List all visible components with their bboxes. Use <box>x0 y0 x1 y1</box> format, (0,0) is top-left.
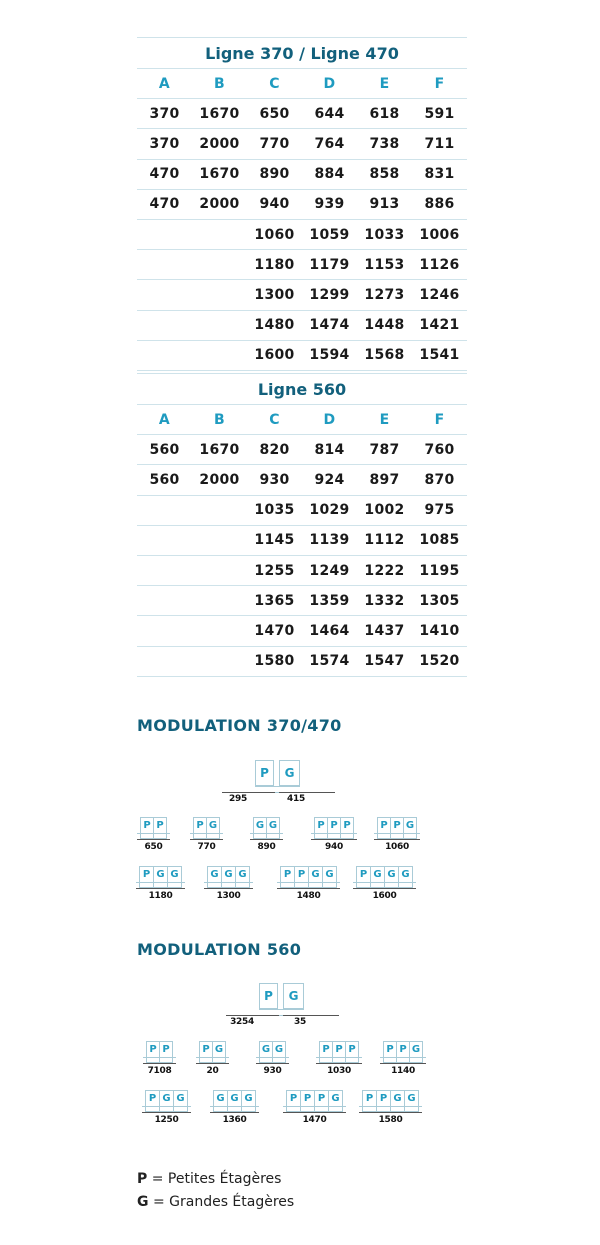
table-cell: 1179 <box>309 256 350 273</box>
column-header-a: A <box>158 411 171 428</box>
dimension-label: 770 <box>197 842 216 852</box>
module-letter: G <box>274 1044 284 1055</box>
module-letter: G <box>176 1093 185 1104</box>
base-line <box>143 1063 176 1064</box>
petite-etagere-module <box>146 1041 160 1063</box>
base-line <box>380 1063 426 1064</box>
petite-etagere-module <box>140 817 154 839</box>
shelf-line <box>190 833 223 834</box>
table-cell: 1580 <box>254 653 295 670</box>
shelf-line <box>210 1106 259 1107</box>
table-row <box>137 434 467 464</box>
grande-etagere-module <box>207 866 222 888</box>
table-cell: 940 <box>259 196 290 213</box>
grande-etagere-module <box>259 1041 273 1063</box>
petite-etagere-module <box>280 866 295 888</box>
base-line <box>316 1063 362 1064</box>
module-letter: G <box>311 869 320 880</box>
dimension-label-left: 3254 <box>230 1017 254 1027</box>
base-line <box>136 888 185 889</box>
shelf-line <box>137 833 170 834</box>
grande-etagere-module <box>370 866 385 888</box>
table-cell: 591 <box>424 105 455 122</box>
shelf-line <box>255 786 300 787</box>
base-line <box>142 1112 191 1113</box>
module-letter: P <box>330 820 338 831</box>
dimension-label: 650 <box>144 842 163 852</box>
table-cell: 913 <box>369 196 400 213</box>
base-line <box>196 1063 229 1064</box>
table-cell: 897 <box>369 471 400 488</box>
module-letter: G <box>210 869 219 880</box>
column-header-c: C <box>269 75 280 92</box>
module-letter: G <box>373 869 382 880</box>
table-cell: 1059 <box>309 226 350 243</box>
base-line <box>226 1015 279 1016</box>
table-cell: 1410 <box>419 622 460 639</box>
shelf-line <box>374 833 420 834</box>
table-row <box>137 219 467 249</box>
dimension-label: 1580 <box>378 1115 403 1125</box>
legend-grandes <box>137 1194 294 1210</box>
module-letter: G <box>288 989 299 1003</box>
table-cell: 1670 <box>199 166 240 183</box>
table-cell: 924 <box>314 471 345 488</box>
petite-etagere-module <box>259 983 278 1009</box>
base-line <box>311 839 357 840</box>
table-cell: 1112 <box>364 532 405 549</box>
table-cell: 370 <box>149 135 180 152</box>
table-cell: 738 <box>369 135 400 152</box>
petite-etagere-module <box>340 817 354 839</box>
shelf-line <box>136 882 185 883</box>
petite-etagere-module <box>327 817 341 839</box>
grande-etagere-module <box>167 866 182 888</box>
module-letter: P <box>322 1044 330 1055</box>
table-cell: 820 <box>259 441 290 458</box>
table-ligne-560 <box>137 373 467 677</box>
column-header-e: E <box>379 411 390 428</box>
module-letter: P <box>260 766 269 780</box>
table-cell: 1421 <box>419 317 460 334</box>
grande-etagere-module <box>283 983 304 1009</box>
base-line <box>222 792 275 793</box>
grande-etagere-module <box>213 1090 228 1112</box>
petite-etagere-module <box>286 1090 301 1112</box>
table-cell: 1006 <box>419 226 460 243</box>
table-cell: 1060 <box>254 226 295 243</box>
module-letter: G <box>170 869 179 880</box>
table-cell: 1464 <box>309 622 350 639</box>
dimension-label: 1600 <box>372 891 397 901</box>
petite-etagere-module <box>332 1041 346 1063</box>
column-header-d: D <box>323 75 336 92</box>
shelf-line <box>196 1057 229 1058</box>
table-cell: 787 <box>369 441 400 458</box>
module-letter: G <box>238 869 247 880</box>
module-letter: G <box>387 869 396 880</box>
module-letter: P <box>148 1093 157 1104</box>
grande-etagere-module <box>153 866 168 888</box>
table-row <box>137 464 467 494</box>
table-cell: 1332 <box>364 592 405 609</box>
table-cell: 1246 <box>419 286 460 303</box>
table-cell: 1600 <box>254 347 295 364</box>
column-header-e: E <box>379 75 390 92</box>
shelf-line <box>143 1057 176 1058</box>
module-letter: G <box>230 1093 239 1104</box>
module-letter: P <box>303 1093 312 1104</box>
table-cell: 764 <box>314 135 345 152</box>
grande-etagere-module <box>328 1090 343 1112</box>
base-line <box>277 888 340 889</box>
module-letter: G <box>407 1093 416 1104</box>
column-header-f: F <box>434 75 445 92</box>
module-letter: P <box>149 1044 157 1055</box>
table-cell: 975 <box>424 502 455 519</box>
module-letter: G <box>411 1044 421 1055</box>
module-letter: G <box>224 869 233 880</box>
table-cell: 1180 <box>254 256 295 273</box>
table-cell: 650 <box>259 105 290 122</box>
module-letter: P <box>264 989 273 1003</box>
table-cell: 1029 <box>309 502 350 519</box>
table-row <box>137 525 467 555</box>
column-header-c: C <box>269 411 280 428</box>
module-letter: P <box>380 820 388 831</box>
petite-etagere-module <box>300 1090 315 1112</box>
dimension-label: 20 <box>206 1066 219 1076</box>
shelf-line <box>204 882 253 883</box>
petite-etagere-module <box>319 1041 333 1063</box>
module-letter: P <box>348 1044 356 1055</box>
dimension-label: 940 <box>325 842 343 852</box>
table-cell: 1437 <box>364 622 405 639</box>
module-letter: P <box>142 869 151 880</box>
shelf-line <box>359 1106 422 1107</box>
grande-etagere-module <box>221 866 236 888</box>
table-cell: 470 <box>149 196 180 213</box>
module-letter: P <box>162 1044 170 1055</box>
dimension-label: 1480 <box>296 891 321 901</box>
petite-etagere-module <box>390 817 404 839</box>
petite-etagere-module <box>356 866 371 888</box>
dimension-label: 1060 <box>385 842 409 852</box>
module-letter: G <box>325 869 334 880</box>
table-cell: 1033 <box>364 226 405 243</box>
petite-etagere-module <box>314 1090 329 1112</box>
table-cell: 1222 <box>364 562 405 579</box>
grande-etagere-module <box>398 866 413 888</box>
table-cell: 1670 <box>199 441 240 458</box>
dimension-label: 1180 <box>148 891 173 901</box>
legend-text-p: = Petites Étagères <box>147 1171 282 1187</box>
table-cell: 1085 <box>419 532 460 549</box>
table-cell: 1547 <box>364 653 405 670</box>
table-cell: 831 <box>424 166 455 183</box>
table-cell: 1195 <box>419 562 460 579</box>
table-cell: 1574 <box>309 653 350 670</box>
table-cell: 1480 <box>254 317 295 334</box>
table-row <box>137 340 467 370</box>
petite-etagere-module <box>255 760 274 786</box>
dimension-label: 1140 <box>391 1066 415 1076</box>
table-cell: 886 <box>424 196 455 213</box>
table-row <box>137 615 467 645</box>
table-cell: 2000 <box>199 471 240 488</box>
base-line <box>256 1063 289 1064</box>
module-letter: P <box>343 820 351 831</box>
table-cell: 470 <box>149 166 180 183</box>
dimension-label: 930 <box>263 1066 282 1076</box>
table-row <box>137 555 467 585</box>
shelf-line <box>316 1057 362 1058</box>
module-letter: G <box>401 869 410 880</box>
table-title: Ligne 560 <box>137 373 467 404</box>
petite-etagere-module <box>159 1041 173 1063</box>
table-cell: 1255 <box>254 562 295 579</box>
column-header-b: B <box>214 411 225 428</box>
table-cell: 370 <box>149 105 180 122</box>
table-cell: 1126 <box>419 256 460 273</box>
petite-etagere-module <box>345 1041 359 1063</box>
table-cell: 939 <box>314 196 345 213</box>
base-line <box>374 839 420 840</box>
base-line <box>283 1112 346 1113</box>
table-cell: 814 <box>314 441 345 458</box>
table-cell: 1300 <box>254 286 295 303</box>
module-letter: P <box>386 1044 394 1055</box>
table-cell: 1365 <box>254 592 295 609</box>
table-row <box>137 159 467 189</box>
grande-etagere-module <box>253 817 267 839</box>
grande-etagere-module <box>266 817 280 839</box>
table-cell: 1153 <box>364 256 405 273</box>
module-letter: P <box>297 869 306 880</box>
table-cell: 2000 <box>199 135 240 152</box>
table-cell: 560 <box>149 471 180 488</box>
module-letter: G <box>216 1093 225 1104</box>
module-letter: P <box>317 820 325 831</box>
shelf-line <box>353 882 416 883</box>
table-cell: 1305 <box>419 592 460 609</box>
petite-etagere-module <box>193 817 207 839</box>
module-letter: P <box>393 820 401 831</box>
base-line <box>210 1112 259 1113</box>
grande-etagere-module <box>159 1090 174 1112</box>
shelf-line <box>259 1009 304 1010</box>
table-cell: 858 <box>369 166 400 183</box>
grande-etagere-module <box>272 1041 286 1063</box>
table-cell: 1359 <box>309 592 350 609</box>
module-letter: P <box>283 869 292 880</box>
table-cell: 1670 <box>199 105 240 122</box>
base-line <box>250 839 283 840</box>
module-letter: P <box>365 1093 374 1104</box>
base-line <box>283 1015 339 1016</box>
table-row <box>137 128 467 158</box>
legend-key-p: P <box>137 1171 148 1187</box>
module-letter: G <box>261 1044 271 1055</box>
table-row <box>137 310 467 340</box>
table-cell: 1035 <box>254 502 295 519</box>
module-letter: G <box>405 820 415 831</box>
petite-etagere-module <box>145 1090 160 1112</box>
base-line <box>279 792 335 793</box>
table-cell: 560 <box>149 441 180 458</box>
table-header-row <box>137 68 467 98</box>
module-letter: P <box>317 1093 326 1104</box>
petite-etagere-module <box>199 1041 213 1063</box>
column-header-f: F <box>434 411 445 428</box>
shelf-line <box>250 833 283 834</box>
grande-etagere-module <box>235 866 250 888</box>
shelf-line <box>256 1057 289 1058</box>
shelf-line <box>311 833 357 834</box>
grande-etagere-module <box>227 1090 242 1112</box>
table-cell: 1249 <box>309 562 350 579</box>
grande-etagere-module <box>384 866 399 888</box>
table-cell: 1299 <box>309 286 350 303</box>
modulation-370-470-title: MODULATION 370/470 <box>137 716 342 735</box>
module-letter: G <box>268 820 278 831</box>
module-letter: G <box>156 869 165 880</box>
legend-text-g: = Grandes Étagères <box>148 1194 295 1210</box>
table-row <box>137 98 467 128</box>
base-line <box>190 839 223 840</box>
dimension-label-right: 35 <box>294 1017 306 1027</box>
grande-etagere-module <box>308 866 323 888</box>
table-cell: 930 <box>259 471 290 488</box>
base-line <box>359 1112 422 1113</box>
base-line <box>137 839 170 840</box>
table-cell: 890 <box>259 166 290 183</box>
petite-etagere-module <box>376 1090 391 1112</box>
table-cell: 1448 <box>364 317 405 334</box>
table-cell: 1594 <box>309 347 350 364</box>
grande-etagere-module <box>173 1090 188 1112</box>
dimension-label-right: 415 <box>287 794 305 804</box>
dimension-label: 1360 <box>222 1115 247 1125</box>
dimension-label: 1470 <box>302 1115 327 1125</box>
table-cell: 711 <box>424 135 455 152</box>
module-letter: G <box>162 1093 171 1104</box>
petite-etagere-module <box>396 1041 410 1063</box>
table-cell: 1541 <box>419 347 460 364</box>
petite-etagere-module <box>314 817 328 839</box>
module-letter: G <box>393 1093 402 1104</box>
grande-etagere-module <box>403 817 417 839</box>
table-cell: 760 <box>424 441 455 458</box>
table-cell: 1002 <box>364 502 405 519</box>
module-letter: G <box>208 820 218 831</box>
petite-etagere-module <box>377 817 391 839</box>
shelf-line <box>283 1106 346 1107</box>
table-row <box>137 279 467 309</box>
module-letter: P <box>156 820 164 831</box>
module-letter: G <box>331 1093 340 1104</box>
table-header-row <box>137 404 467 434</box>
module-letter: G <box>244 1093 253 1104</box>
table-cell: 1139 <box>309 532 350 549</box>
module-letter: G <box>214 1044 224 1055</box>
dimension-label: 1300 <box>216 891 241 901</box>
grande-etagere-module <box>212 1041 226 1063</box>
table-row <box>137 646 467 676</box>
table-cell: 1474 <box>309 317 350 334</box>
table-cell: 1568 <box>364 347 405 364</box>
petite-etagere-module <box>362 1090 377 1112</box>
dimension-label: 1250 <box>154 1115 179 1125</box>
module-letter: G <box>255 820 265 831</box>
grande-etagere-module <box>404 1090 419 1112</box>
column-header-b: B <box>214 75 225 92</box>
table-cell: 1470 <box>254 622 295 639</box>
petite-etagere-module <box>139 866 154 888</box>
grande-etagere-module <box>322 866 337 888</box>
table-cell: 644 <box>314 105 345 122</box>
base-line <box>204 888 253 889</box>
dimension-label-left: 295 <box>229 794 247 804</box>
grande-etagere-module <box>241 1090 256 1112</box>
dimension-label: 1030 <box>327 1066 351 1076</box>
module-letter: P <box>399 1044 407 1055</box>
grande-etagere-module <box>390 1090 405 1112</box>
table-cell: 1145 <box>254 532 295 549</box>
modulation-560-title: MODULATION 560 <box>137 940 302 959</box>
table-cell: 618 <box>369 105 400 122</box>
module-letter: P <box>202 1044 210 1055</box>
module-letter: G <box>284 766 295 780</box>
table-cell: 770 <box>259 135 290 152</box>
table-cell: 1520 <box>419 653 460 670</box>
table-row <box>137 189 467 219</box>
table-title: Ligne 370 / Ligne 470 <box>137 37 467 68</box>
module-letter: P <box>379 1093 388 1104</box>
module-letter: P <box>289 1093 298 1104</box>
shelf-line <box>380 1057 426 1058</box>
petite-etagere-module <box>153 817 167 839</box>
shelf-line <box>142 1106 191 1107</box>
legend-key-g: G <box>137 1194 149 1210</box>
table-cell: 884 <box>314 166 345 183</box>
grande-etagere-module <box>409 1041 423 1063</box>
table-row <box>137 495 467 525</box>
dimension-label: 7108 <box>147 1066 172 1076</box>
module-letter: P <box>196 820 204 831</box>
module-letter: P <box>335 1044 343 1055</box>
petite-etagere-module <box>383 1041 397 1063</box>
module-letter: P <box>143 820 151 831</box>
table-cell: 2000 <box>199 196 240 213</box>
dimension-label: 890 <box>257 842 276 852</box>
grande-etagere-module <box>206 817 220 839</box>
grande-etagere-module <box>279 760 300 786</box>
petite-etagere-module <box>294 866 309 888</box>
column-header-d: D <box>323 411 336 428</box>
table-cell: 1273 <box>364 286 405 303</box>
column-header-a: A <box>158 75 171 92</box>
base-line <box>353 888 416 889</box>
legend-petites <box>137 1171 281 1187</box>
module-letter: P <box>359 869 368 880</box>
table-ligne-370-470 <box>137 37 467 371</box>
table-row <box>137 249 467 279</box>
table-cell: 870 <box>424 471 455 488</box>
shelf-line <box>277 882 340 883</box>
table-row <box>137 585 467 615</box>
